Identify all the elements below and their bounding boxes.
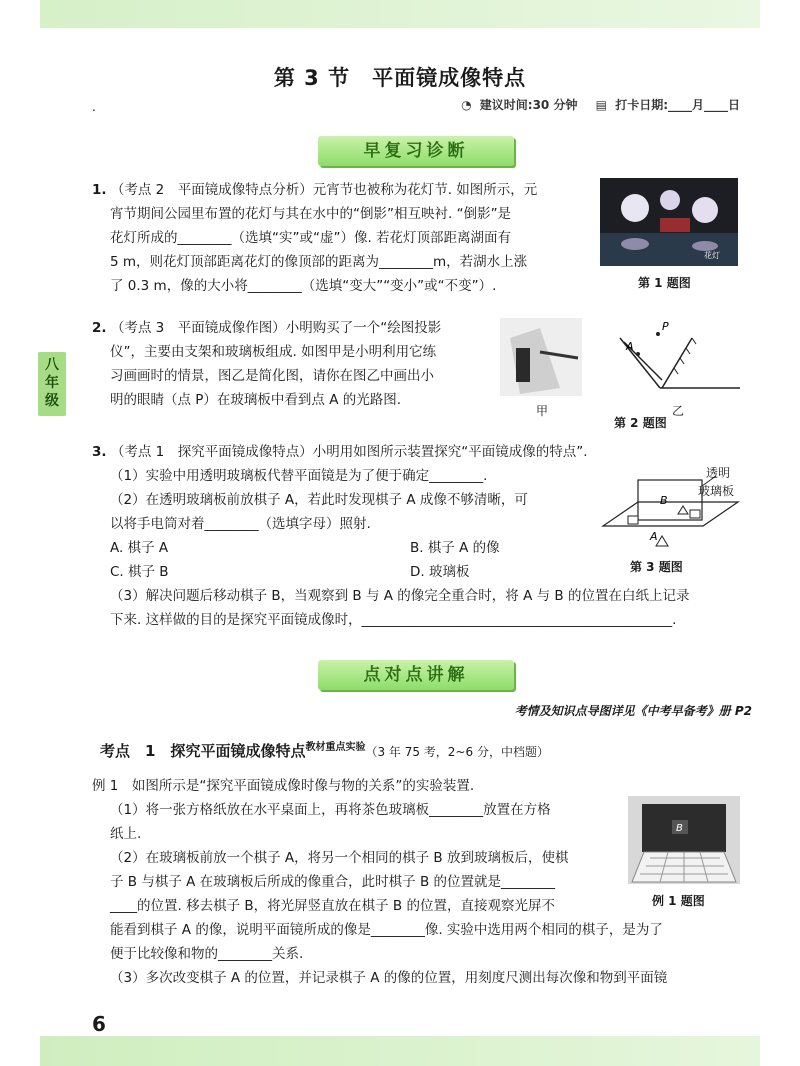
q1-line-0 [92,178,592,202]
meta-line [447,96,740,113]
q3-option-d: D. 玻璃板 [410,564,470,580]
q2-diagram-yi [600,318,740,398]
q2-point-a: A [626,340,634,353]
q2-photo-jia [500,318,582,396]
q3-fig-label-1: 透明 [706,466,731,480]
ex1-line-8: （3）多次改变棋子 A 的位置，并记录棋子 A 的像的位置，用刻度尺测出每次像和物到平面镜 [110,970,668,986]
q2-label-yi: 乙 [672,404,685,418]
banner-review: 早复习诊断 [318,136,514,166]
q3-number: 3. [92,444,107,460]
page-number: 6 [92,1012,106,1036]
q2-line-3: 明的眼睛（点 P）在玻璃板中看到点 A 的光路图. [110,392,402,408]
banner-explain: 点对点讲解 [318,660,514,690]
kaodian-heading [100,738,549,761]
q3-line-0 [92,440,732,464]
q3-line-4: （3）解决问题后移动棋子 B，当观察到 B 与 A 的像完全重合时，将 A 与 B 的位置在白纸上记录 [110,588,690,604]
ex1-line-3: （2）在玻璃板前放一个棋子 A，将另一个相同的棋子 B 放到玻璃板后，使棋 [110,850,569,866]
q1-photo [600,178,738,266]
q3-option-a: A. 棋子 A [110,540,169,556]
ex1-line-6: 能看到棋子 A 的像，说明平面镜所成的像是________像. 实验中选用两个相同的棋子，是为了 [110,922,663,938]
section-title: 第 3 节 平面镜成像特点 [273,66,527,90]
q3-option-c: C. 棋子 B [110,564,169,580]
q2-caption: 第 2 题图 [614,416,667,430]
kaodian-sub: （3 年 75 考，2~6 分，中档题） [365,745,549,759]
ex1-photo [628,796,740,884]
q3-fig-label-2: 玻璃板 [698,484,735,498]
ex1-caption: 例 1 题图 [652,894,705,908]
clock-icon: ◔ [461,98,472,112]
q1-number: 1. [92,182,107,198]
q2-point-p: P [662,320,669,333]
bottom-decor-band [40,1036,760,1066]
ex1-head: 例 1 如图所示是“探究平面镜成像时像与物的关系”的实验装置. [92,778,475,794]
q1-text-0: （考点 2 平面镜成像特点分析）元宵节也被称为花灯节. 如图所示，元 [110,182,538,198]
ex1-line-2: 纸上. [110,826,142,842]
q2-line-2: 习画画时的情景，图乙是简化图，请你在图乙中画出小 [110,368,434,384]
kaodian-tag: 教材重点实验 [305,742,366,753]
grade-side-tab-text: 八年级 [45,357,59,409]
checkin-date: 打卡日期:____月____日 [615,98,740,112]
stray-dot: . [92,100,96,114]
q2-line-1: 仪”，主要由支架和玻璃板组成. 如图甲是小明利用它练 [110,344,437,360]
top-decor-band [40,0,760,28]
ex1-fig-b: B [676,823,683,834]
ex1-line-4: 子 B 与棋子 A 在玻璃板后所成的像重合，此时棋子 B 的位置就是________ [110,874,556,890]
question-1 [92,178,592,298]
q1-caption: 第 1 题图 [638,276,691,290]
question-2 [92,316,492,412]
q3-option-b: B. 棋子 A 的像 [410,540,500,556]
q3-caption: 第 3 题图 [630,560,683,574]
q3-line-1: （1）实验中用透明玻璃板代替平面镜是为了便于确定________. [110,468,488,484]
ex1-line-1: （1）将一张方格纸放在水平桌面上，再将茶色玻璃板________放置在方格 [110,802,551,818]
reference-note: 考情及知识点导图详见《中考早备考》册 P2 [514,704,752,718]
q3-fig-a: A [650,530,658,543]
example-1 [92,774,612,918]
q3-line-3: 以将手电筒对着________（选填字母）照射. [110,516,371,532]
ex1-line-7: 便于比较像和物的________关系. [110,946,304,962]
suggested-time: 建议时间:30 分钟 [479,98,578,112]
kaodian-title: 考点 1 探究平面镜成像特点 [100,742,306,760]
q2-number: 2. [92,320,107,336]
q1-line-3: 5 m，则花灯顶部距离花灯的像顶部的距离为________m，若湖水上涨 [110,254,528,270]
q2-line-0 [92,316,492,340]
q3-text-0: （考点 1 探究平面镜成像特点）小明用如图所示装置探究“平面镜成像的特点”. [110,444,588,460]
example-1-wide [92,918,742,990]
q3-line-5: 下来. 这样做的目的是探究平面镜成像时，______________________________________________. [110,612,677,628]
q2-label-jia: 甲 [536,404,549,418]
q1-line-1: 宵节期间公园里布置的花灯与其在水中的“倒影”相互映衬. “倒影”是 [110,206,512,222]
q3-fig-b: B [660,494,668,507]
ex1-line-5: ____的位置. 移去棋子 B，将光屏竖直放在棋子 B 的位置，直接观察光屏不 [110,898,555,914]
calendar-icon: ▤ [595,98,607,112]
q3-line-2: （2）在透明玻璃板前放棋子 A，若此时发现棋子 A 成像不够清晰，可 [110,492,528,508]
q2-text-0: （考点 3 平面镜成像作图）小明购买了一个“绘图投影 [110,320,442,336]
q1-photo-label: 花灯 [704,251,720,260]
q1-line-2: 花灯所成的________（选填“实”或“虚”）像. 若花灯顶部距离湖面有 [110,230,512,246]
grade-side-tab [38,352,66,416]
q1-line-4: 了 0.3 m，像的大小将________（选填“变大”“变小”或“不变”）. [110,278,497,294]
